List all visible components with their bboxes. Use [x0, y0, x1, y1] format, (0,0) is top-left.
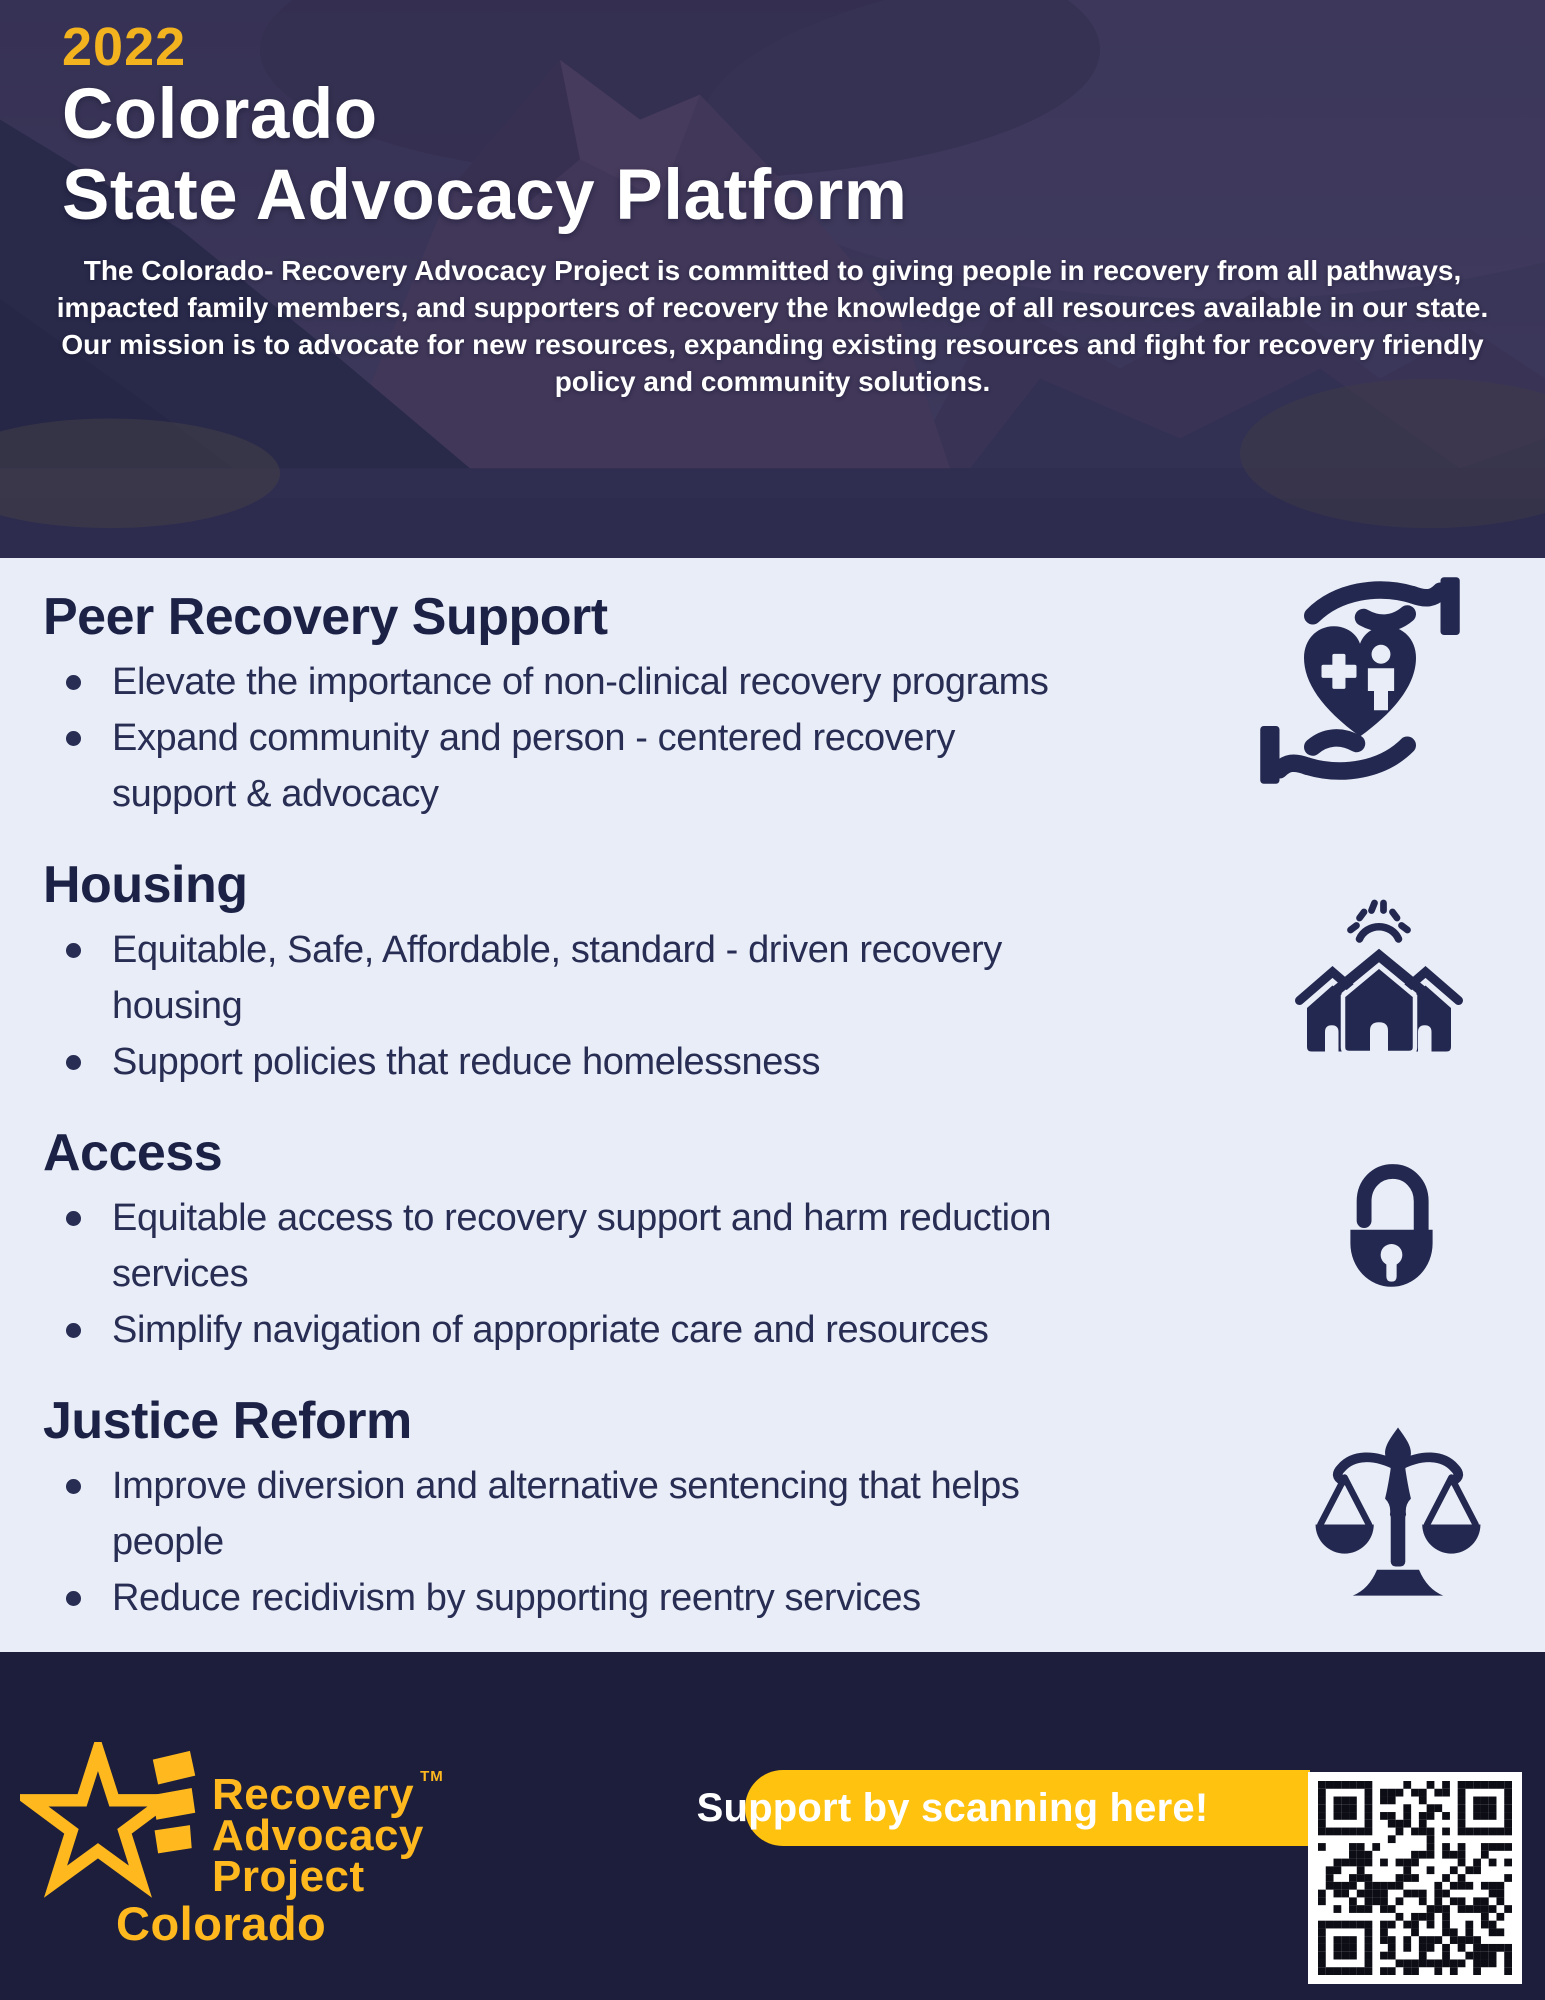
logo-wordmark [212, 1756, 444, 1901]
scales-of-justice-icon [1301, 1414, 1495, 1622]
open-padlock-icon [1323, 1141, 1460, 1323]
houses-sun-icon [1263, 891, 1495, 1071]
hands-heart-icon [1255, 573, 1465, 788]
logo-region-colorado: Colorado [116, 1897, 327, 1950]
star-icon [20, 1742, 206, 1910]
bullet-item: Simplify navigation of appropriate care and resources [43, 1302, 1073, 1358]
qr-code [1308, 1772, 1522, 1984]
logo-line-advocacy: Advocacy [212, 1811, 424, 1860]
bullet-item: Reduce recidivism by supporting reentry services [43, 1570, 1073, 1626]
poster-title-line1: Colorado [62, 75, 378, 154]
section-title: Housing [43, 856, 248, 914]
mission-statement: The Colorado- Recovery Advocacy Project is committed to giving people in recovery from all pathways, impacted family members, and supporters of recovery the knowledge of all resources available in our state. Our mission is to advocate for new resources, expanding existing resources and fight for recovery friendly policy and community solutions. [56, 255, 1489, 397]
bullet-item: Elevate the importance of non-clinical recovery programs [43, 654, 1073, 710]
platform-sections [0, 558, 1545, 1652]
bullet-item: Improve diversion and alternative sentencing that helps people [43, 1458, 1073, 1570]
bullet-list [43, 654, 1073, 822]
trademark-symbol: TM [420, 1768, 444, 1785]
scan-cta-banner [696, 1770, 1310, 1846]
logo-line-recovery: Recovery ™ [212, 1768, 444, 1819]
section-access [43, 1122, 1545, 1358]
hero-header [0, 0, 1545, 558]
section-title: Access [43, 1124, 223, 1182]
logo-line-project: Project [212, 1852, 365, 1901]
poster-title [62, 74, 907, 236]
scan-cta-label: Support by scanning here! [696, 1785, 1209, 1830]
poster-year: 2022 [62, 17, 187, 77]
section-title: Justice Reform [43, 1392, 412, 1450]
bullet-list [43, 1458, 1073, 1626]
bullet-list [43, 1190, 1073, 1358]
bullet-item: Equitable, Safe, Affordable, standard - driven recovery housing [43, 922, 1073, 1034]
bullet-list [43, 922, 1073, 1090]
bullet-item: Expand community and person - centered recovery support & advocacy [43, 710, 1073, 822]
footer [0, 1652, 1545, 2000]
poster-title-line2: State Advocacy Platform [62, 156, 908, 235]
bullet-item: Support policies that reduce homelessness [43, 1034, 1073, 1090]
section-title: Peer Recovery Support [43, 588, 608, 646]
bullet-item: Equitable access to recovery support and harm reduction services [43, 1190, 1073, 1302]
